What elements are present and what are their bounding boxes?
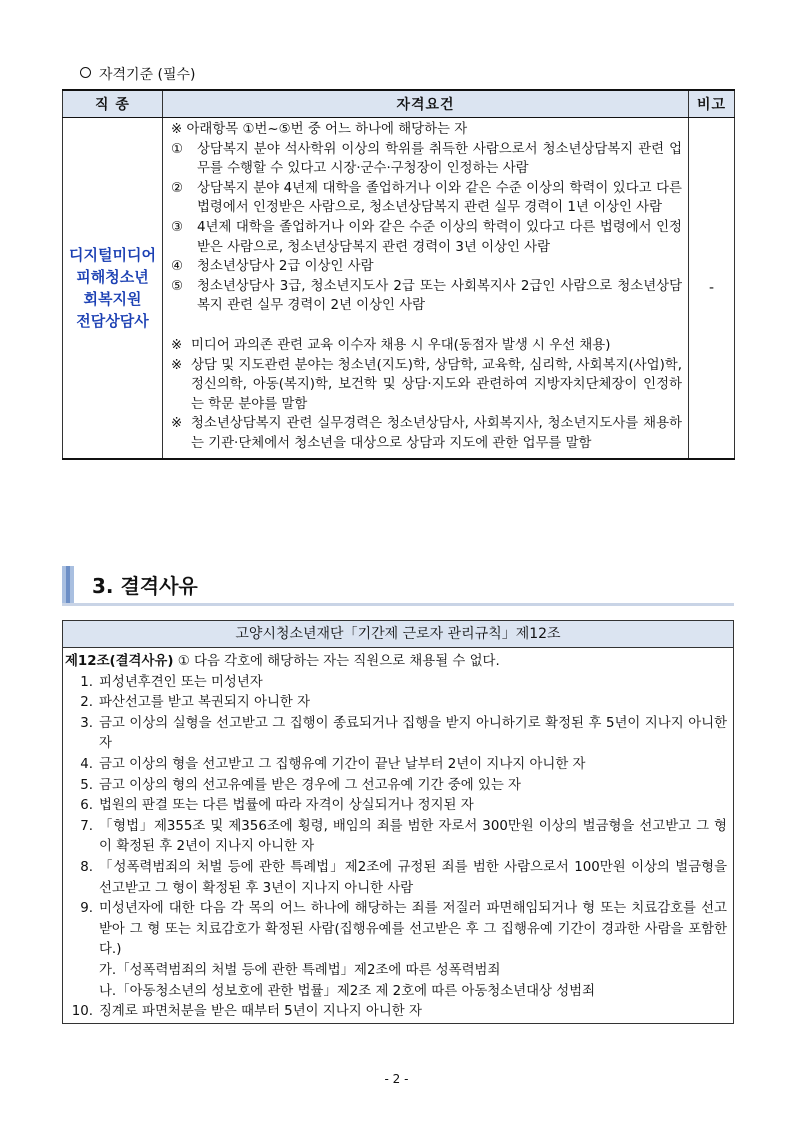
job-title-cell [63,118,163,459]
list-item: 6. 법원의 판결 또는 다른 법률에 따라 자격이 상실되거나 정지된 자 [80,798,474,814]
remark-cell: - [689,118,735,459]
requirements-cell [163,118,689,459]
disqualification-box-title: 고양시청소년재단「기간제 근로자 관리규칙」제12조 [63,621,733,648]
requirement-item: ③ 4년제 대학을 졸업하거나 이와 같은 수준 이상의 학력이 있다고 다른 법령에서 인정받은 사람으로, 청소년상담복지 관련 경력이 3년 이상인 사람 [171,219,682,255]
list-item: 8. 「성폭력범죄의 처벌 등에 관한 특례법」제2조에 규정된 죄를 범한 사람으로서 100만원 이상의 벌금형을 선고받고 그 형이 확정된 후 3년이 지나지 아니한 사람 [80,859,727,896]
header-job: 직 종 [63,90,163,118]
article-text: ① 다음 각호에 해당하는 자는 직원으로 채용될 수 없다. [177,654,500,669]
job-line: 디지털미디어 [69,245,156,264]
page-number: - 2 - [384,1072,409,1086]
section-title: 3. 결격사유 [92,574,198,598]
requirement-note: ※ 미디어 과의존 관련 교육 이수자 채용 시 우대(동점자 발생 시 우선 채용) [171,337,611,353]
qualification-table [62,89,735,460]
disqualification-box-body [63,648,733,1023]
article-label: 제12조(결격사유) [65,654,174,669]
circle-bullet-icon [80,67,91,78]
requirement-item: ④ 청소년상담사 2급 이상인 사람 [171,259,374,275]
requirement-item: ① 상담복지 분야 석사학위 이상의 학위를 취득한 사람으로서 청소년상담복지 관련 업무를 수행할 수 있다고 시장·군수·구청장이 인정하는 사람 [171,141,682,177]
qualification-table-header [63,90,735,118]
list-item: 5. 금고 이상의 형의 선고유예를 받은 경우에 그 선고유예 기간 중에 있는 자 [80,777,521,793]
header-requirements: 자격요건 [163,90,689,118]
requirement-note: ※ 청소년상담복지 관련 실무경력은 청소년상담사, 사회복지사, 청소년지도사를 채용하는 기관·단체에서 청소년을 대상으로 상담과 지도에 관한 업무를 말함 [171,416,682,451]
sub-list-item: 가.「성폭력범죄의 처벌 등에 관한 특례법」제2조에 따른 성폭력범죄 [99,962,501,978]
list-item: 3. 금고 이상의 실형을 선고받고 그 집행이 종료되거나 집행을 받지 아니하기로 확정된 후 5년이 지나지 아니한 자 [80,715,727,752]
requirements-intro: ※ 아래항목 ①번~⑤번 중 어느 하나에 해당하는 자 [171,122,468,137]
list-item: 2. 파산선고를 받고 복권되지 아니한 자 [80,695,311,711]
list-item: 9. 미성년자에 대한 다음 각 목의 어느 하나에 해당하는 죄를 저질러 파면해임되거나 형 또는 치료감호를 선고받아 그 형 또는 치료감호가 확정된 사람(집행유예를 선고받은 후 그 집행유예 기간이 경과한 사람을 포함한다.) [80,901,728,958]
job-line: 피해청소년 [76,267,149,286]
list-item: 10. 징계로 파면처분을 받은 때부터 5년이 지나지 아니한 자 [71,1004,422,1020]
list-item: 1. 피성년후견인 또는 미성년자 [80,674,263,690]
list-item: 7. 「형법」제355조 및 제356조에 횡령, 배임의 죄를 범한 자로서 300만원 이상의 벌금형을 선고받고 그 형이 확정된 후 2년이 지나지 아니한 자 [80,818,727,855]
requirement-item: ⑤ 청소년상담사 3급, 청소년지도사 2급 또는 사회복지사 2급인 사람으로 청소년상담복지 관련 실무 경력이 2년 이상인 사람 [171,278,682,314]
header-remark: 비고 [689,90,735,118]
spacer [171,316,682,336]
article-line [65,652,727,673]
job-line: 전담상담사 [76,311,149,330]
table-row [63,118,735,459]
section-title-bar-accent [66,566,70,604]
sub-list-item: 나.「아동청소년의 성보호에 관한 법률」제2조 제 2호에 따른 아동청소년대상 성범죄 [99,983,596,999]
disqualification-box [62,620,734,1024]
requirement-item: ② 상담복지 분야 4년제 대학을 졸업하거나 이와 같은 수준 이상의 학력이 있다고 다른 법령에서 인정받은 사람으로, 청소년상담복지 관련 실무 경력이 1년 이상인 사람 [171,180,682,216]
qualification-subheading: 자격기준 (필수) [80,64,196,84]
section-underline [62,603,734,606]
job-line: 회복지원 [83,289,142,308]
list-item: 4. 금고 이상의 형을 선고받고 그 집행유예 기간이 끝난 날부터 2년이 지나지 아니한 자 [80,756,586,772]
requirement-note: ※ 상담 및 지도관련 분야는 청소년(지도)학, 상담학, 교육학, 심리학, 사회복지(사업)학, 정신의학, 아동(복지)학, 보건학 및 상담·지도와 관련하여 지방자치단체장이 인정하는 학문 분야를 말함 [171,357,682,412]
